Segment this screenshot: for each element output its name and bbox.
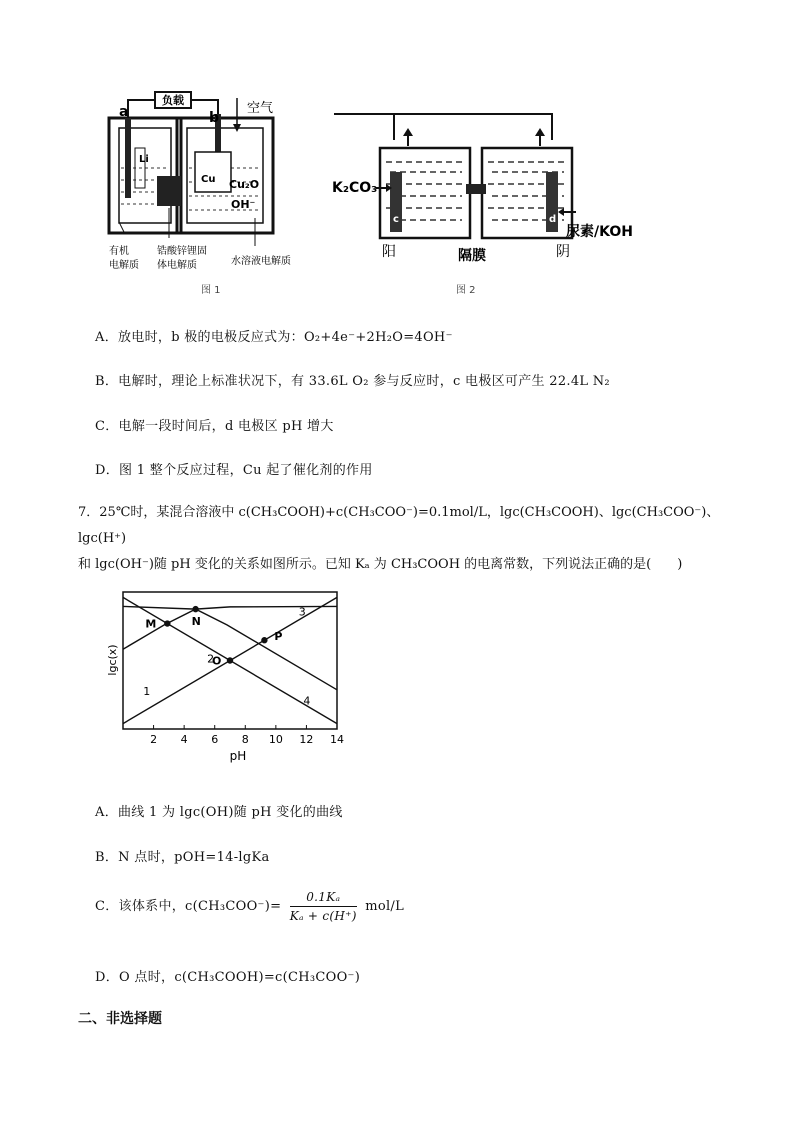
aqueous-label: 水溶液电解质: [231, 256, 291, 267]
anode-label: 阳: [382, 244, 396, 260]
electrode-d-label: d: [549, 214, 557, 225]
organic-label-2: 电解质: [109, 260, 139, 271]
cu2o-label: Cu₂O: [229, 178, 260, 191]
q7-option-a: A．曲线 1 为 lgc(OH)随 pH 变化的曲线: [95, 805, 343, 820]
x-tick-label: 4: [180, 733, 188, 746]
electrode-a-label: a: [119, 104, 129, 120]
solid-label-1: 锆酸锌锂固: [157, 246, 207, 257]
k2co3-label: K₂CO₃: [332, 180, 378, 196]
x-tick-label: 14: [330, 733, 344, 746]
curve-label-3: 3: [298, 605, 306, 619]
figure-2-electrolysis: [330, 100, 650, 300]
point-label-M: M: [145, 617, 157, 631]
q7-option-c: C．该体系中，c(CH₃COO⁻)= $\frac{\text{0.1Kₐ}}{\text{Kₐ + c(H⁺)}}$ mol/L: [95, 890, 405, 923]
organic-label-1: 有机: [109, 246, 129, 257]
chart-ylabel: lgc(x): [106, 644, 119, 676]
section-title: 二、非选择题: [78, 1011, 162, 1027]
q7-stem-line-1: 7．25℃时，某混合溶液中 c(CH₃COOH)+c(CH₃COO⁻)=0.1mol/L，lgc(CH₃COOH)、lgc(CH₃COO⁻)、lgc(H⁺): [78, 505, 720, 546]
electrode-c-label: c: [393, 214, 399, 225]
q6-option-c: C．电解一段时间后，d 电极区 pH 增大: [95, 419, 334, 434]
li-label: Li: [139, 154, 149, 165]
cu-label: Cu: [201, 174, 216, 185]
q7-stem-line-2: 和 lgc(OH⁻)随 pH 变化的关系如图所示。已知 Kₐ 为 CH₃COOH 的电离常数，下列说法正确的是( ): [78, 557, 683, 572]
q6-option-b: B．电解时，理论上标准状况下，有 33.6L O₂ 参与反应时，c 电极区可产生 22.4L N₂: [95, 374, 610, 389]
curve-label-2: 2: [207, 652, 215, 666]
chart-xlabel: pH: [229, 749, 247, 763]
figure-1-battery: [105, 88, 315, 298]
fraction-denominator: Kₐ + c(H⁺): [289, 909, 357, 923]
load-label: 负载: [162, 94, 184, 107]
x-tick-label: 8: [241, 733, 249, 746]
curve-label-4: 4: [303, 694, 311, 708]
point-label-O: O: [212, 654, 222, 668]
x-tick-label: 12: [299, 733, 314, 746]
point-M: [164, 620, 170, 626]
urea-koh-label: 尿素/KOH: [566, 224, 633, 240]
lgc-ph-chart: [100, 585, 360, 770]
fraction-numerator: 0.1Kₐ: [290, 890, 357, 907]
oh-label: OH⁻: [231, 198, 256, 211]
point-N: [192, 606, 198, 612]
figure-1-caption: 图 1: [201, 285, 221, 296]
fraction: [290, 890, 357, 923]
point-P: [261, 637, 267, 643]
point-label-P: P: [274, 630, 283, 644]
figure-2-caption: 图 2: [456, 285, 476, 296]
curve-label-1: 1: [143, 684, 151, 698]
point-label-N: N: [191, 615, 201, 629]
solid-label-2: 体电解质: [157, 260, 197, 271]
cathode-label: 阴: [556, 244, 570, 260]
q6-option-a: A．放电时，b 极的电极反应式为：O₂+4e⁻+2H₂O=4OH⁻: [95, 330, 453, 345]
q7-stem: [78, 500, 728, 578]
q7-option-d: D．O 点时，c(CH₃COOH)=c(CH₃COO⁻): [95, 970, 361, 985]
air-label: 空气: [247, 101, 274, 116]
x-tick-label: 6: [211, 733, 219, 746]
q6-option-d: D．图 1 整个反应过程，Cu 起了催化剂的作用: [95, 463, 373, 478]
point-O: [227, 657, 233, 663]
x-tick-label: 10: [268, 733, 283, 746]
electrode-b-label: b: [209, 110, 220, 126]
q7-option-b: B．N 点时，pOH=14-lgKa: [95, 850, 270, 865]
x-tick-label: 2: [150, 733, 158, 746]
membrane-label: 隔膜: [458, 248, 486, 264]
